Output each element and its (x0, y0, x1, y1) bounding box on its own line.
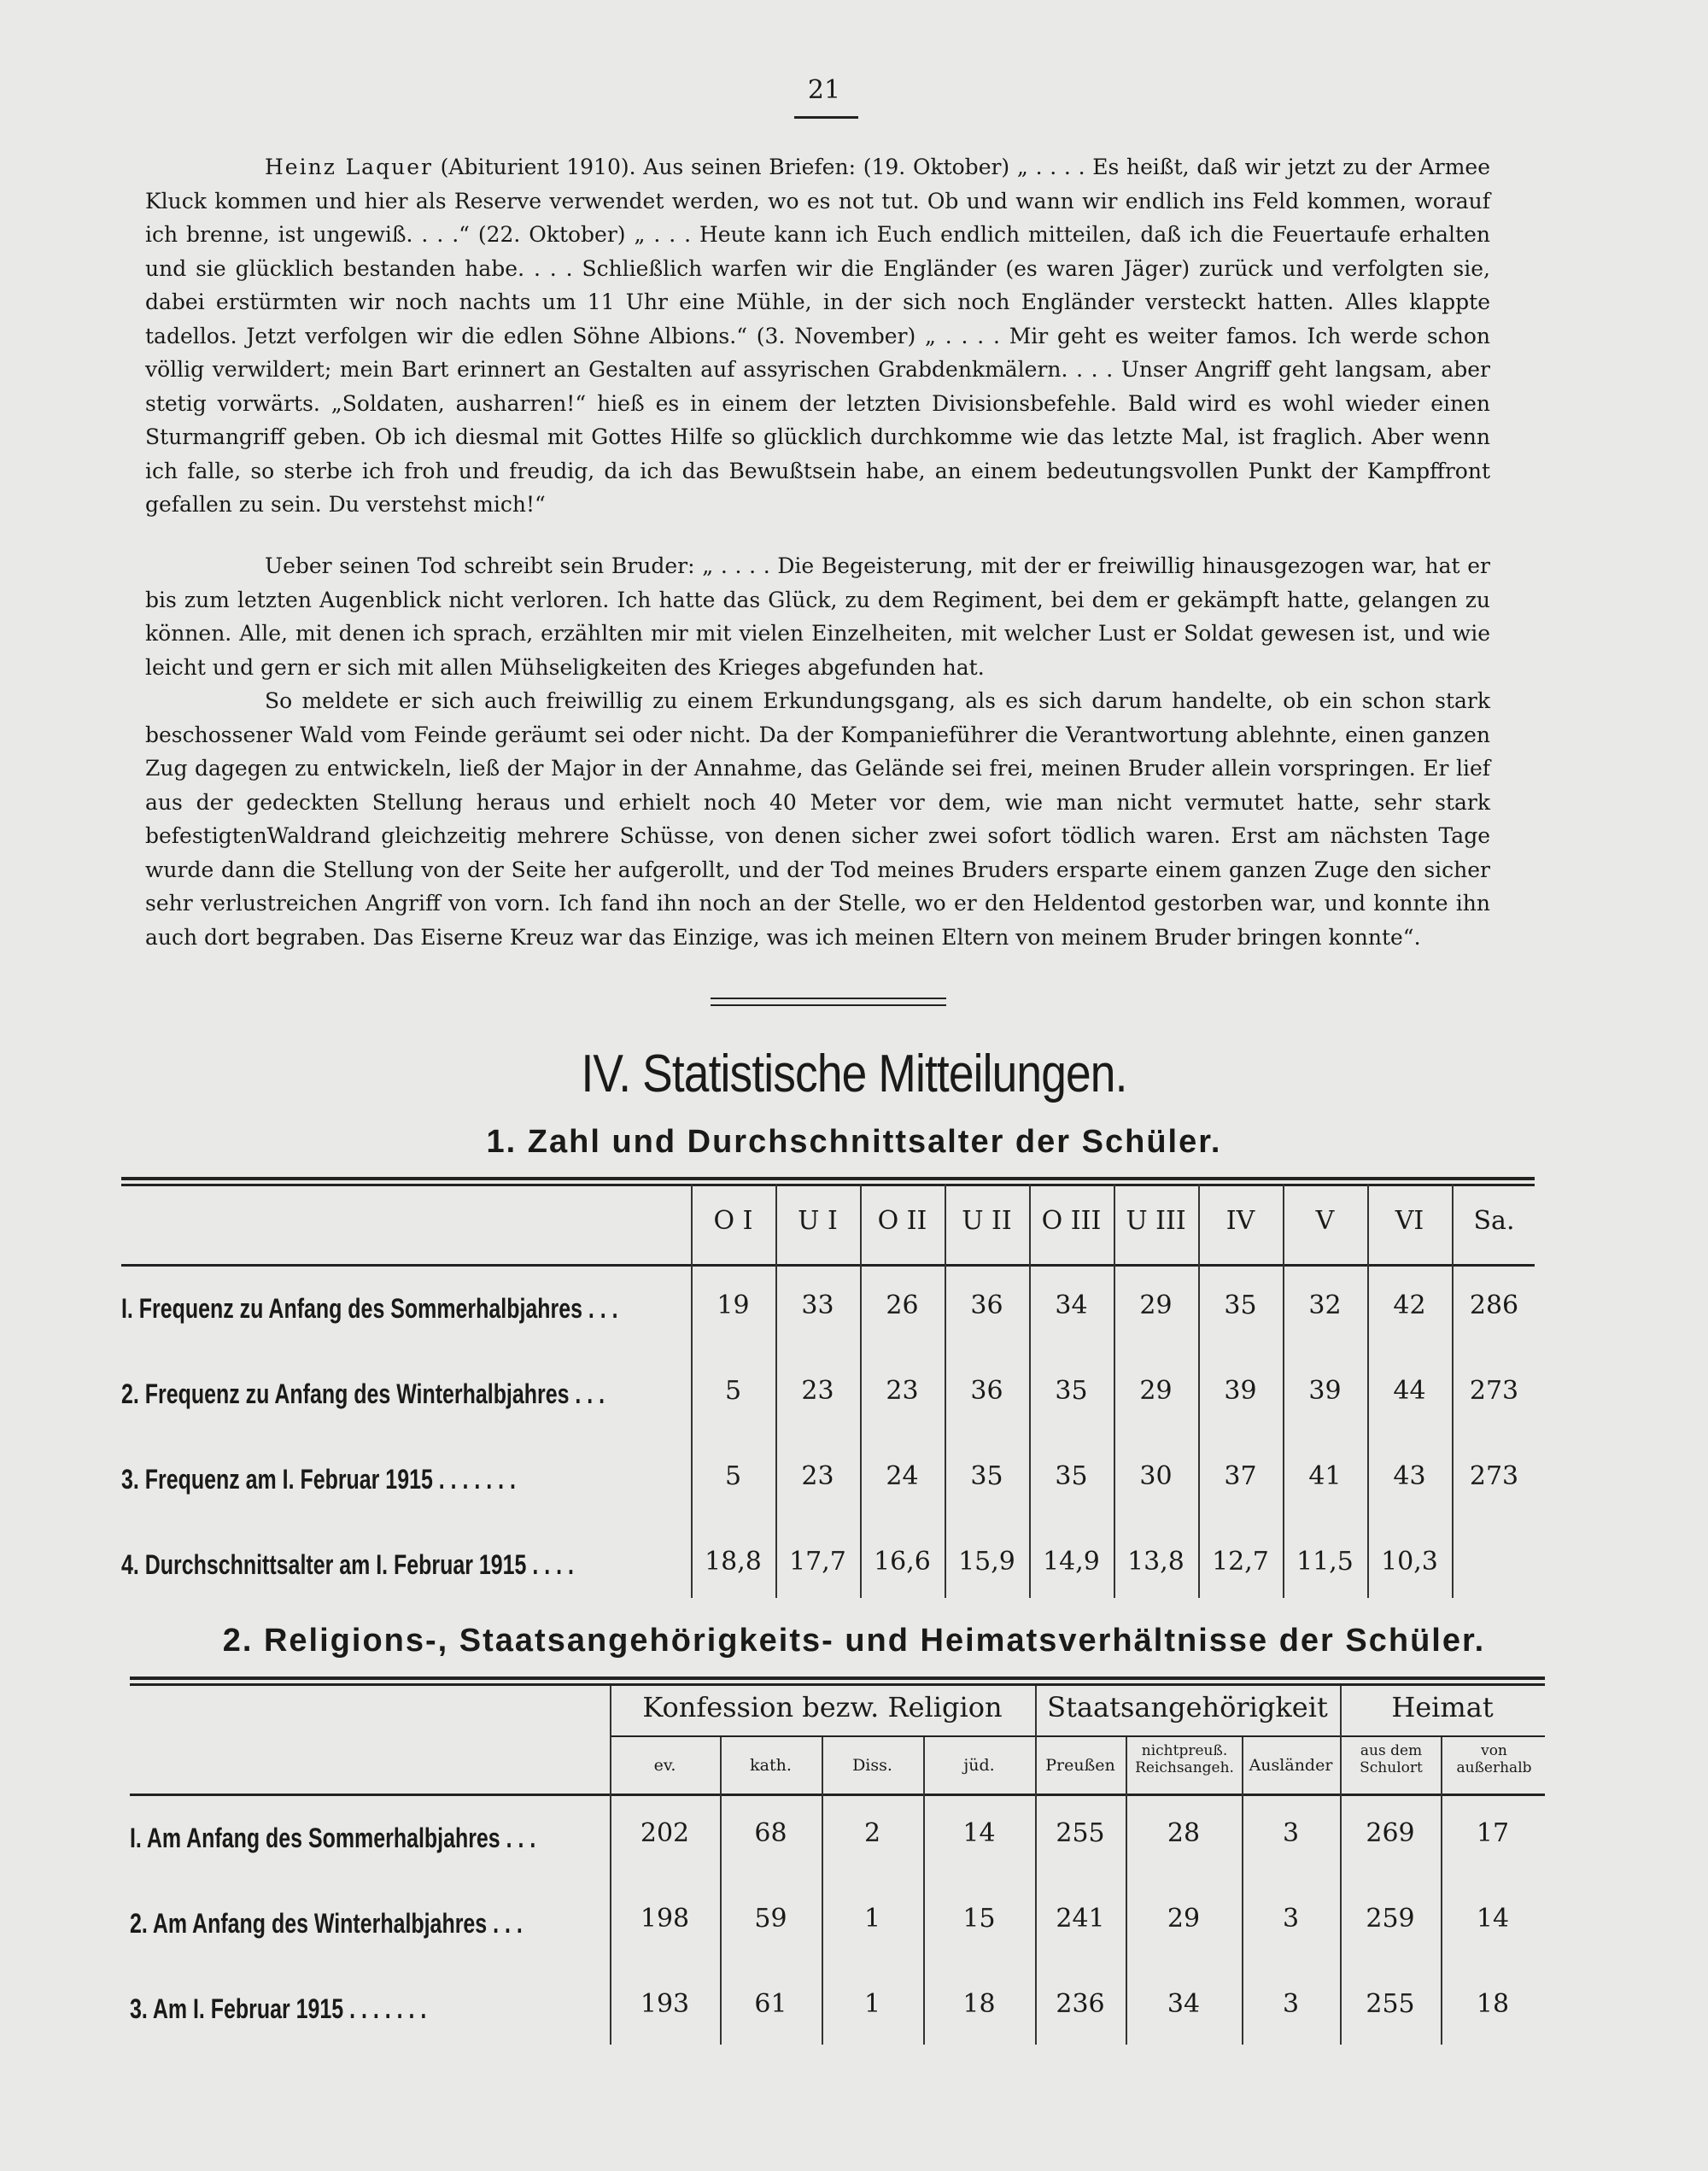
table-rule (130, 1677, 1545, 1680)
table-row-label: 2. Frequenz zu Anfang des Winterhalbjahres . . . (121, 1378, 605, 1409)
column-header: O III (1041, 1206, 1102, 1236)
table-cell: 17,7 (789, 1547, 846, 1577)
table-cell: 2 (863, 1818, 881, 1848)
table-cell: 202 (640, 1818, 690, 1848)
table-cell: 1 (863, 1904, 881, 1934)
subcolumn-header: kath. (750, 1756, 792, 1775)
table-cell: 24 (886, 1461, 919, 1491)
table-cell: 18 (962, 1989, 996, 2019)
subcolumn-header: ev. (653, 1756, 676, 1775)
group-header-konfession: Konfession bezw. Religion (642, 1691, 1003, 1723)
subcolumn-header: nichtpreuß. Reichsangeh. (1135, 1742, 1234, 1776)
student-name: Heinz Laquer (265, 155, 433, 179)
table-cell: 13,8 (1127, 1547, 1184, 1577)
column-header: Sa. (1473, 1206, 1515, 1236)
table2-heading: 2. Religions-, Staatsangehörigkeits- und Heimatsverhältnisse der Schüler. (222, 1623, 1486, 1659)
table-cell: 32 (1308, 1290, 1342, 1320)
table-cell: 29 (1139, 1376, 1173, 1406)
table-rule (130, 1683, 1545, 1686)
subcolumn-header: Ausländer (1249, 1756, 1333, 1775)
letter-block (145, 150, 1490, 522)
table-cell: 19 (717, 1290, 750, 1320)
table-row-label: 3. Am I. Februar 1915 . . . . . . . (130, 1993, 427, 2024)
table-cell: 18 (1476, 1989, 1510, 2019)
death-account-paragraph-1: Ueber seinen Tod schreibt sein Bruder: „ . . . . Die Begeisterung, mit der er freiwillig hinausgezogen war, hat er bis zum letzten Augenblick nicht verloren. Ich hatte das Glück, zu dem Regiment, bei dem er gekämpft hatte, gelangen zu können. Alle, mit denen ich sprach, erzählten mir mit vielen Einzelheiten, mit welcher Lust er Soldat gewesen ist, und wie leicht und gern er sich mit allen Mühseligkeiten des Krieges abgefunden hat. (145, 553, 1490, 680)
column-header: V (1315, 1206, 1335, 1236)
table-cell: 44 (1393, 1376, 1426, 1406)
table-cell: 36 (970, 1290, 1003, 1320)
letter-paragraph (145, 150, 1490, 522)
column-header: IV (1225, 1206, 1255, 1236)
table-cell: 37 (1224, 1461, 1257, 1491)
subcolumn-header: von außerhalb (1456, 1742, 1532, 1776)
page-number-rule (794, 116, 858, 119)
table-cell: 34 (1055, 1290, 1088, 1320)
subcolumn-header: Preußen (1045, 1756, 1115, 1775)
table-cell: 12,7 (1212, 1547, 1269, 1577)
table-cell: 34 (1167, 1989, 1201, 2019)
table-cell: 198 (640, 1904, 690, 1934)
table-cell: 28 (1167, 1818, 1201, 1848)
death-account-block (145, 549, 1490, 954)
table-cell: 269 (1366, 1818, 1415, 1848)
table-rule (121, 1264, 1535, 1267)
table-cell: 255 (1366, 1989, 1415, 2019)
table-cell: 29 (1167, 1904, 1201, 1934)
table-cell: 273 (1469, 1376, 1519, 1406)
table-cell: 26 (886, 1290, 919, 1320)
table-cell: 3 (1282, 1989, 1300, 2019)
page-number: 21 (807, 75, 841, 105)
table-cell: 35 (1055, 1376, 1088, 1406)
table-cell: 10,3 (1381, 1547, 1438, 1577)
table-rule (610, 1735, 1545, 1737)
table-cell: 42 (1393, 1290, 1426, 1320)
table-cell: 14 (962, 1818, 996, 1848)
section-title: IV. Statistische Mitteilungen. (581, 1045, 1127, 1103)
table-cell: 35 (970, 1461, 1003, 1491)
table-cell: 35 (1055, 1461, 1088, 1491)
table-cell: 68 (754, 1818, 787, 1848)
table-cell: 14,9 (1043, 1547, 1100, 1577)
table-cell: 17 (1476, 1818, 1510, 1848)
table-cell: 43 (1393, 1461, 1426, 1491)
table-cell: 30 (1139, 1461, 1173, 1491)
table-cell: 259 (1366, 1904, 1415, 1934)
table-row-label: 2. Am Anfang des Winterhalbjahres . . . (130, 1908, 523, 1939)
table-row-label: I. Frequenz zu Anfang des Sommerhalbjahres . . . (121, 1293, 618, 1324)
table-cell: 3 (1282, 1904, 1300, 1934)
table-row-label: 3. Frequenz am I. Februar 1915 . . . . . . . (121, 1464, 516, 1495)
table-cell: 1 (863, 1989, 881, 2019)
table-cell: 15,9 (958, 1547, 1015, 1577)
group-header-staat: Staatsangehörigkeit (1047, 1691, 1328, 1723)
table-rule (121, 1177, 1535, 1180)
subcolumn-header: jüd. (963, 1756, 995, 1775)
column-header: O II (877, 1206, 927, 1236)
table-cell: 35 (1224, 1290, 1257, 1320)
table-cell: 39 (1224, 1376, 1257, 1406)
table-rule (121, 1184, 1535, 1186)
group-header-heimat: Heimat (1391, 1691, 1494, 1723)
column-header: U I (798, 1206, 838, 1236)
table-cell: 3 (1282, 1818, 1300, 1848)
table-cell: 41 (1308, 1461, 1342, 1491)
table1-heading: 1. Zahl und Durchschnittsalter der Schüler. (486, 1124, 1222, 1160)
table-row-label: 4. Durchschnittsalter am I. Februar 1915 . . . . (121, 1549, 574, 1580)
letter-text: (Abiturient 1910). Aus seinen Briefen: (19. Oktober) „ . . . . Es heißt, daß wir jetzt zu der Armee Kluck kommen und hier als Reserve verwendet werden, wo es not tut. Ob und wann wir endlich ins Feld kommen, worauf ich brenne, ist ungewiß. . . .“ (22. Oktober) „ . . . Heute kann ich Euch endlich mitteilen, daß ich die Feuertaufe erhalten und sie glücklich bestanden habe. . . . Schließlich warfen wir die Engländer (es waren Jäger) zurück und verfolgten sie, dabei erstürmten wir noch nachts um 11 Uhr eine Mühle, in der sich noch Engländer versteckt hatten. Alles klappte tadellos. Jetzt verfolgen wir die edlen Söhne Albions.“ (3. November) „ . . . . Mir geht es weiter famos. Ich werde schon völlig verwildert; mein Bart erinnert an Gestalten auf assyrischen Grabdenkmälern. . . . Unser Angriff geht langsam, aber stetig vorwärts. „Soldaten, ausharren!“ hieß es in einem der letzten Divisionsbefehle. Bald wird es wohl wieder einen Sturmangriff geben. Ob ich diesmal mit Gottes Hilfe so glücklich durchkomme wie das letzte Mal, ist fraglich. Aber wenn ich falle, so sterbe ich froh und freudig, da ich das Bewußtsein habe, an einem bedeutungsvollen Punkt der Kampffront gefallen zu sein. Du verstehst mich!“ (145, 155, 1491, 517)
table-cell: 23 (801, 1461, 834, 1491)
table-cell: 18,8 (705, 1547, 762, 1577)
table-cell: 23 (886, 1376, 919, 1406)
table-cell: 286 (1469, 1290, 1519, 1320)
section-separator-rule (711, 998, 946, 999)
table-cell: 5 (724, 1376, 742, 1406)
subcolumn-header: Diss. (852, 1756, 892, 1775)
table-cell: 14 (1476, 1904, 1510, 1934)
column-header: O I (713, 1206, 753, 1236)
table-cell: 236 (1056, 1989, 1105, 2019)
table-cell: 255 (1056, 1818, 1105, 1848)
table-cell: 33 (801, 1290, 834, 1320)
table-rule (130, 1794, 1545, 1796)
column-header: U III (1126, 1206, 1186, 1236)
table-cell: 15 (962, 1904, 996, 1934)
table-cell: 23 (801, 1376, 834, 1406)
table-cell: 273 (1469, 1461, 1519, 1491)
table-cell: 39 (1308, 1376, 1342, 1406)
table-cell: 29 (1139, 1290, 1173, 1320)
table-cell: 61 (754, 1989, 787, 2019)
table-row-label: I. Am Anfang des Sommerhalbjahres . . . (130, 1823, 536, 1853)
death-account-paragraph-2: So meldete er sich auch freiwillig zu einem Erkundungsgang, als es sich darum handelte, ob ein schon stark beschossener Wald vom Feinde geräumt sei oder nicht. Da der Kompanieführer die Verantwortung ablehnte, einen ganzen Zug dagegen zu entwickeln, ließ der Major in der Annahme, das Gelände sei frei, meinen Bruder allein vorspringen. Er lief aus der gedeckten Stellung heraus und erhielt noch 40 Meter vor dem, wie man nicht vermutet hatte, sehr stark befestigtenWaldrand gleichzeitig mehrere Schüsse, von denen sicher zwei sofort tödlich waren. Erst am nächsten Tage wurde dann die Stellung von der Seite her aufgerollt, und der Tod meines Bruders ersparte einem ganzen Zuge den sicher sehr verlustreichen Angriff von vorn. Ich fand ihn noch an der Stelle, wo er den Heldentod gestorben war, und konnte ihn auch dort begraben. Das Eiserne Kreuz war das Einzige, was ich meinen Eltern von meinem Bruder bringen konnte“. (145, 688, 1490, 950)
column-header: U II (962, 1206, 1012, 1236)
table-cell: 36 (970, 1376, 1003, 1406)
table-cell: 5 (724, 1461, 742, 1491)
column-header: VI (1395, 1206, 1424, 1236)
subcolumn-header: aus dem Schulort (1360, 1742, 1423, 1776)
table-cell: 241 (1056, 1904, 1105, 1934)
table-cell: 193 (640, 1989, 690, 2019)
table-cell: 16,6 (874, 1547, 931, 1577)
table-cell: 59 (754, 1904, 787, 1934)
table-cell: 11,5 (1296, 1547, 1354, 1577)
section-separator-rule (711, 1004, 946, 1006)
